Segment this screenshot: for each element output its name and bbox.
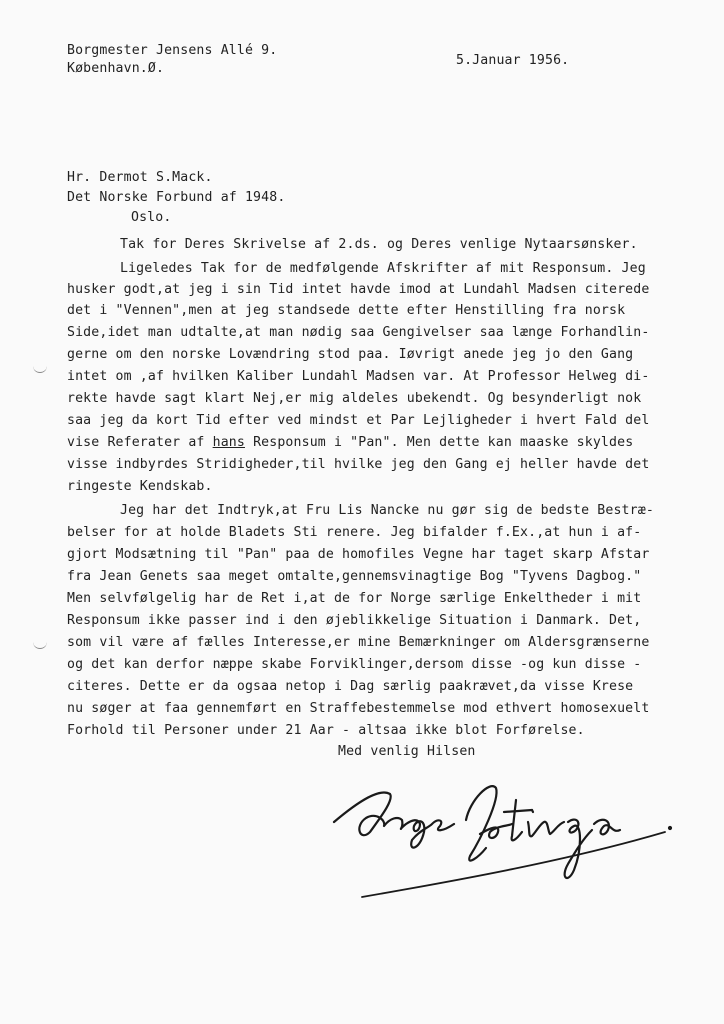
body-line: citeres. Dette er da ogsaa netop i Dag særlig paakrævet,da visse Krese (67, 679, 634, 694)
body-line: gjort Modsætning til "Pan" paa de homofiles Vegne har taget skarp Afstar (67, 547, 650, 562)
body-line: som vil være af fælles Interesse,er mine Bemærkninger om Aldersgrænserne (67, 635, 650, 650)
recipient-city: Oslo. (131, 210, 172, 225)
body-line: visse indbyrdes Stridigheder,til hvilke jeg den Gang ej heller havde det (67, 457, 650, 472)
body-line: fra Jean Genets saa meget omtalte,gennemsvinagtige Bog "Tyvens Dagbog." (67, 569, 642, 584)
body-line: nu søger at faa gennemført en Straffebestemmelse mod ethvert homosexuelt (67, 701, 650, 716)
body-line: Responsum ikke passer ind i den øjeblikkelige Situation i Danmark. Det, (67, 613, 642, 628)
body-line: vise Referater af hans Responsum i "Pan". Men dette kan maaske skyldes (67, 435, 634, 450)
body-line: belser for at holde Bladets Sti renere. Jeg bifalder f.Ex.,at hun i af- (67, 525, 642, 540)
closing-text: Med venlig Hilsen (338, 744, 476, 759)
body-line: rekte havde sagt klart Nej,er mig aldeles ubekendt. Og besynderligt nok (67, 391, 642, 406)
signature-handwritten (320, 760, 690, 910)
recipient-name: Hr. Dermot S.Mack. (67, 170, 213, 185)
recipient-org: Det Norske Forbund af 1948. (67, 190, 286, 205)
letter-date: 5.Januar 1956. (456, 53, 570, 68)
body-line: Ligeledes Tak for de medfølgende Afskrifter af mit Responsum. Jeg (120, 261, 646, 276)
body-line: gerne om den norske Lovændring stod paa. Iøvrigt anede jeg jo den Gang (67, 347, 634, 362)
body-line: Side,idet man udtalte,at man nødig saa Gengivelser saa længe Forhandlin- (67, 325, 650, 340)
body-line: husker godt,at jeg i sin Tid intet havde imod at Lundahl Madsen citerede (67, 282, 650, 297)
body-line: Men selvfølgelig har de Ret i,at de for Norge særlige Enkeltheder i mit (67, 591, 642, 606)
sender-city: København.Ø. (67, 61, 165, 76)
body-line: Tak for Deres Skrivelse af 2.ds. og Deres venlige Nytaarsønsker. (120, 237, 638, 252)
body-line: intet om ,af hvilken Kaliber Lundahl Madsen var. At Professor Helweg di- (67, 369, 650, 384)
body-line: ringeste Kendskab. (67, 479, 213, 494)
body-line: og det kan derfor næppe skabe Forviklinger,dersom disse -og kun disse - (67, 657, 642, 672)
body-line: Jeg har det Indtryk,at Fru Lis Nancke nu gør sig de bedste Bestræ- (120, 503, 654, 518)
body-line: Forhold til Personer under 21 Aar - altsaa ikke blot Forførelse. (67, 723, 585, 738)
underlined-word: hans (212, 435, 245, 450)
body-line: saa jeg da kort Tid efter ved mindst et Par Lejligheder i hvert Fald del (67, 413, 650, 428)
sender-street: Borgmester Jensens Allé 9. (67, 43, 278, 58)
body-line: det i "Vennen",men at jeg standsede dette efter Henstilling fra norsk (67, 303, 626, 318)
